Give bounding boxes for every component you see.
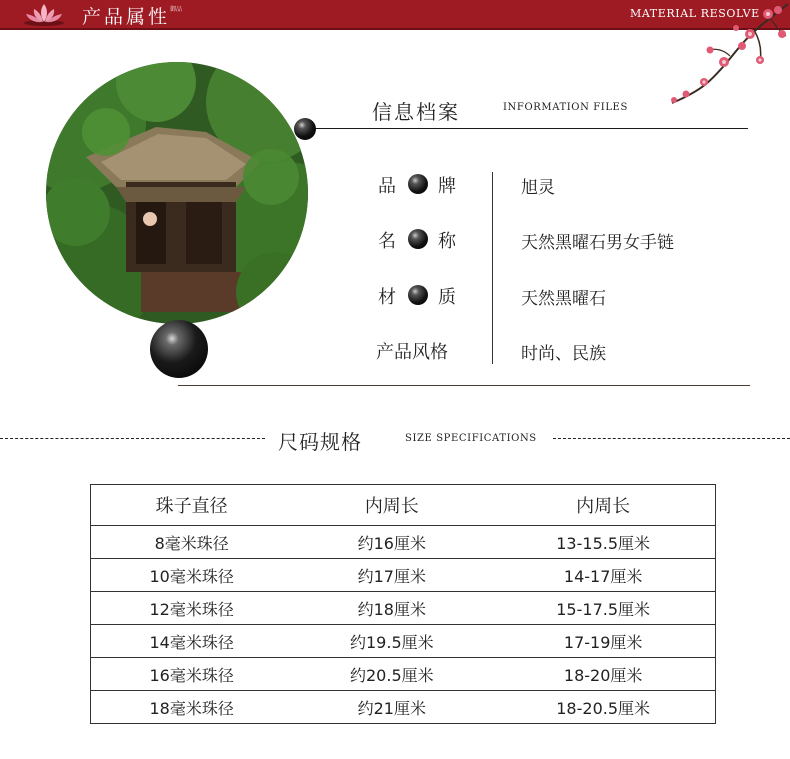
table-header-row — [91, 485, 716, 526]
table-cell: 约17厘米 — [292, 559, 491, 592]
size-title: 尺码规格 — [278, 430, 362, 454]
table-header-cell: 内周长 — [292, 485, 491, 526]
info-divider — [316, 128, 748, 129]
table-cell: 约20.5厘米 — [292, 658, 491, 691]
table-header-cell: 珠子直径 — [91, 485, 293, 526]
material-label-right: 质 — [438, 287, 456, 308]
header-title: 产品属性 — [82, 6, 171, 28]
table-cell: 14-17厘米 — [491, 559, 715, 592]
table-cell: 10毫米珠径 — [91, 559, 293, 592]
table-row — [91, 691, 716, 724]
table-cell: 12毫米珠径 — [91, 592, 293, 625]
style-value: 时尚、民族 — [521, 344, 606, 364]
table-row — [91, 625, 716, 658]
brand-label-right: 牌 — [438, 176, 456, 197]
table-cell: 13-15.5厘米 — [491, 526, 715, 559]
table-row — [91, 559, 716, 592]
brand-label-left: 品 — [378, 176, 396, 197]
bead-bullet — [408, 174, 428, 194]
table-cell: 约19.5厘米 — [292, 625, 491, 658]
obsidian-bead-large — [150, 320, 208, 378]
dashed-divider-left — [0, 438, 265, 439]
table-cell: 15-17.5厘米 — [491, 592, 715, 625]
header-seal-text: 御品 — [170, 6, 183, 13]
table-cell: 约16厘米 — [292, 526, 491, 559]
table-cell: 18-20.5厘米 — [491, 691, 715, 724]
table-row — [91, 592, 716, 625]
table-cell: 8毫米珠径 — [91, 526, 293, 559]
material-label-left: 材 — [378, 287, 396, 308]
header-english-title: MATERIAL RESOLVE — [630, 7, 760, 20]
size-title-english: SIZE SPECIFICATIONS — [405, 433, 537, 444]
name-label-right: 称 — [438, 231, 456, 252]
table-cell: 约18厘米 — [292, 592, 491, 625]
material-value: 天然黑曜石 — [521, 289, 606, 309]
info-vertical-divider — [492, 172, 493, 364]
table-row — [91, 658, 716, 691]
dashed-divider-right — [553, 438, 790, 439]
info-bottom-divider — [178, 385, 750, 386]
table-cell: 18-20厘米 — [491, 658, 715, 691]
bead-bullet — [408, 229, 428, 249]
table-cell: 约21厘米 — [292, 691, 491, 724]
plum-blossom-icon — [650, 0, 790, 110]
name-value: 天然黑曜石男女手链 — [521, 233, 674, 253]
table-cell: 16毫米珠径 — [91, 658, 293, 691]
brand-value: 旭灵 — [521, 178, 555, 198]
table-cell: 17-19厘米 — [491, 625, 715, 658]
obsidian-bead-small — [294, 118, 316, 140]
pavilion-photo — [46, 62, 308, 324]
info-title-english: INFORMATION FILES — [503, 102, 628, 113]
name-label-left: 名 — [378, 231, 396, 252]
bead-bullet — [408, 285, 428, 305]
lotus-icon — [20, 1, 68, 27]
info-title: 信息档案 — [372, 100, 460, 124]
table-cell: 18毫米珠径 — [91, 691, 293, 724]
style-label: 产品风格 — [376, 342, 448, 363]
table-cell: 14毫米珠径 — [91, 625, 293, 658]
table-row — [91, 526, 716, 559]
size-table — [90, 484, 716, 724]
table-header-cell: 内周长 — [491, 485, 715, 526]
